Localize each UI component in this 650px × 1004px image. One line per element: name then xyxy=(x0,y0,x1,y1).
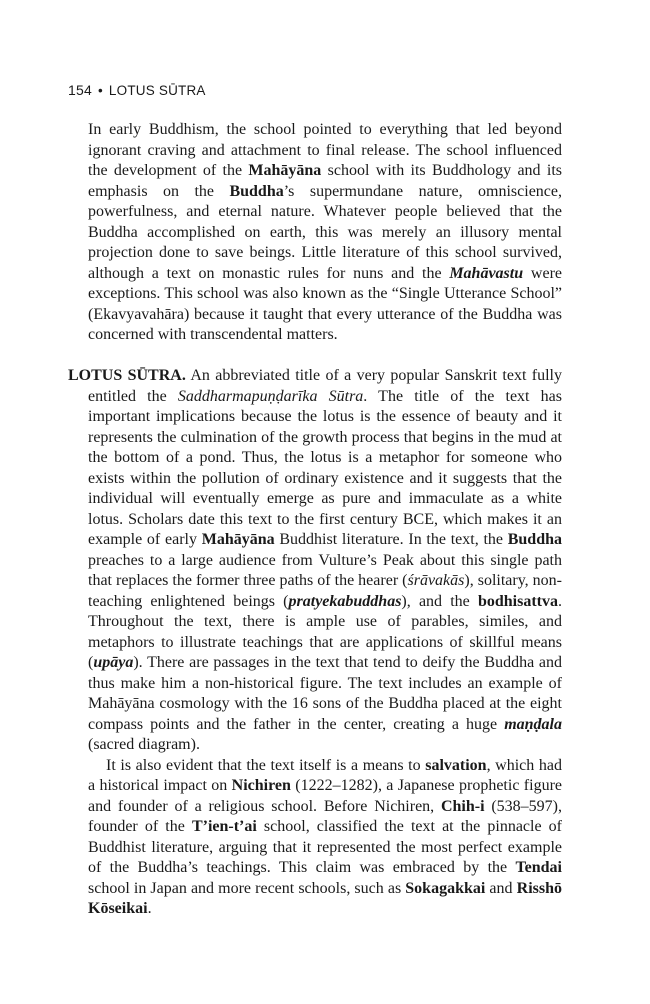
continued-paragraph xyxy=(68,120,562,346)
italic-term: śrāvakās xyxy=(407,572,465,589)
text-run: (1222–1282), a Japanese prophetic figure and founder of a religious school. Before Nichiren, xyxy=(88,777,562,815)
cross-reference: T’ien-t’ai xyxy=(191,818,257,835)
paragraph-text xyxy=(88,120,562,346)
italic-title: Saddharmapuṇḍarīka Sūtra xyxy=(177,387,364,405)
text-run: . Throughout the text, there is ample use of parables, similes, and metaphors to illustrate teachings that are applications of skillful means ( xyxy=(88,592,563,671)
text-run: and xyxy=(485,879,517,897)
cross-reference: Chih-i xyxy=(440,797,485,815)
text-run: school, classified the text at the pinnacle of Buddhist literature, arguing that it represented the most perfect example of the Buddha’s teachings. This claim was embraced by the xyxy=(88,818,562,876)
cross-reference: upāya xyxy=(93,654,134,671)
cross-reference: Mahāyāna xyxy=(248,162,322,179)
cross-reference: maṇḍala xyxy=(504,715,562,733)
running-header xyxy=(68,82,206,98)
text-run: school with its Buddhology and its emphasis on the xyxy=(88,162,562,200)
header-bullet: • xyxy=(97,83,103,98)
text-run: ). There are passages in the text that tend to deify the Buddha and thus make him a non-historical figure. The text includes an example of Mahāyāna cosmology with the 16 sons of the Buddha placed at the eight compass points and the father in the center, creating a huge xyxy=(88,654,562,733)
text-run: (sacred diagram). xyxy=(88,736,200,753)
text-run: were exceptions. This school was also known as the “Single Utterance School” (Ekavyavahāra) because it taught that every utterance of the Buddha was concerned with transcendental matters. xyxy=(88,264,562,343)
text-run: school in Japan and more recent schools, such as xyxy=(88,879,406,897)
cross-reference: pratyekabuddhas xyxy=(288,592,402,610)
text-run: ’s supermundane nature, omniscience, powerfulness, and eternal nature. Whatever people believed that the Buddha accomplished on earth, this was merely an illusory mental projection done to save beings. Little literature of this school survived, although a text on monastic rules for nuns and the xyxy=(88,182,562,282)
cross-reference: salvation xyxy=(425,756,487,774)
cross-reference: Sokagakkai xyxy=(405,879,486,897)
cross-reference: Nichiren xyxy=(231,777,291,794)
cross-reference: Risshō Kōseikai xyxy=(88,879,562,917)
text-run: (538–597), founder of the xyxy=(88,797,563,835)
running-title: LOTUS SŪTRA xyxy=(108,83,206,98)
cross-reference: Mahāyāna xyxy=(201,531,275,548)
cross-reference: Buddha xyxy=(229,182,284,200)
cross-reference: Mahāvastu xyxy=(449,264,524,282)
entry-paragraph xyxy=(68,366,562,756)
text-run: ), and the xyxy=(401,592,478,610)
cross-reference: bodhisattva xyxy=(477,592,559,610)
text-run: In early Buddhism, the school pointed to everything that led beyond ignorant craving and attachment to final release. The school influenced the development of the xyxy=(88,121,562,179)
text-run: Buddhist literature. In the text, the xyxy=(274,531,508,548)
text-run: ), solitary, non-teaching enlightened beings ( xyxy=(88,572,563,610)
text-run: It is also evident that the text itself is a means to xyxy=(106,756,426,774)
cross-reference: Buddha xyxy=(507,531,562,548)
text-run: preaches to a large audience from Vulture’s Peak about this single path that replaces the former three paths of the hearer ( xyxy=(88,551,562,589)
entry-paragraph xyxy=(68,756,562,920)
text-run: An abbreviated title of a very popular Sanskrit text fully entitled the xyxy=(88,367,562,405)
page-number: 154 xyxy=(68,82,92,98)
cross-reference: Tendai xyxy=(515,859,562,876)
text-run: . The title of the text has important implications because the lotus is the essence of beauty and it represents the culmination of the growth process that begins in the mud at the bottom of a pond. Thus, the lotus is a metaphor for someone who exists within the pollution of ordinary existence and it suggests that the individual will eventually emerge as pure and immaculate as a white lotus. Scholars date this text to the first century BCE, which makes it an example of early xyxy=(88,387,563,548)
text-run: . xyxy=(147,900,152,917)
entry-headword: LOTUS SŪTRA. xyxy=(68,367,186,384)
dictionary-entry xyxy=(68,366,562,920)
text-run: , which had a historical impact on xyxy=(88,756,562,794)
